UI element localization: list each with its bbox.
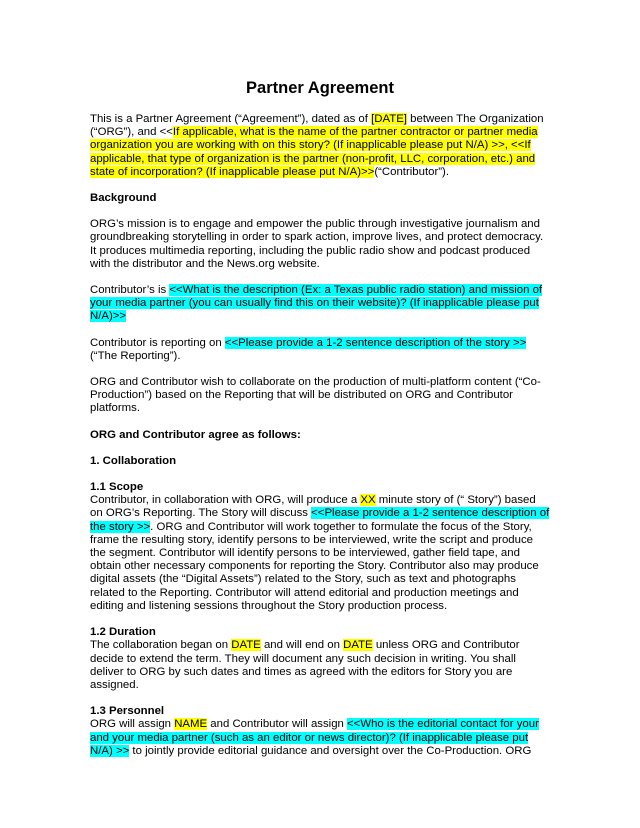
duration-text-1: The collaboration began on xyxy=(90,639,232,652)
personnel-paragraph xyxy=(90,718,550,758)
end-date-placeholder: DATE xyxy=(343,639,373,652)
collaboration-paragraph: ORG and Contributor wish to collaborate on the production of multi-platform content (“Co-Production”) based on the Reporting that will be distributed on ORG and Contributor platforms. xyxy=(90,376,541,415)
agree-heading: ORG and Contributor agree as follows: xyxy=(90,428,301,441)
mission-paragraph: ORG’s mission is to engage and empower the public through investigative journalism and groundbreaking storytelling in order to spark action, improve lives, and protect democracy. It produces multimedia reporting, including the public radio show and podcast produced with the distributor and the News.org website. xyxy=(90,218,544,270)
section-1-heading: 1. Collaboration xyxy=(90,454,177,467)
personnel-heading: 1.3 Personnel xyxy=(90,705,165,718)
org-name-placeholder: NAME xyxy=(174,718,208,731)
personnel-text-2: and Contributor will assign xyxy=(207,718,348,731)
scope-text-2: minute story of (“ Story”) based on ORG’s Reporting. The Story will discuss xyxy=(90,494,536,520)
reporting-paragraph xyxy=(90,337,550,363)
intro-text-1: This is a Partner Agreement (“Agreement”), dated as of xyxy=(90,113,372,125)
intro-text-3: (“Contributor”). xyxy=(374,165,449,178)
reporting-text-1: Contributor is reporting on xyxy=(90,336,225,349)
personnel-text-3: to jointly provide editorial guidance and oversight over the Co-Production. ORG xyxy=(129,744,532,757)
duration-text-2: and will end on xyxy=(260,639,344,652)
duration-text-3: unless ORG and Contributor decide to extend the term. They will document any such decision in writing. You shall deliver to ORG by such dates and times as agreed with the editors for Story you are assigned. xyxy=(90,639,520,691)
intro-paragraph xyxy=(90,113,550,179)
contributor-description-placeholder: <<What is the description (Ex: a Texas public radio station) and mission of your media partner (you can usually find this on their website)? (If inapplicable please put N/A)>> xyxy=(90,284,543,323)
background-heading: Background xyxy=(90,192,157,205)
date-placeholder: [DATE] xyxy=(371,113,407,125)
contributor-text-1: Contributor’s is xyxy=(90,284,170,297)
intro-text-2: between The Organization (“ORG”), and << xyxy=(90,113,544,139)
scope-text-1: Contributor, in collaboration with ORG, will produce a xyxy=(90,494,361,507)
start-date-placeholder: DATE xyxy=(231,639,261,652)
personnel-text-1: ORG will assign xyxy=(90,718,175,731)
editorial-contact-placeholder: <<Who is the editorial contact for your and your media partner (such as an editor or news director)? (If inapplicable please put N/A) >> xyxy=(90,718,539,757)
document-title: Partner Agreement xyxy=(246,79,394,97)
minutes-placeholder: XX xyxy=(360,494,376,507)
duration-paragraph xyxy=(90,639,550,692)
scope-paragraph xyxy=(90,494,550,613)
duration-heading: 1.2 Duration xyxy=(90,626,156,639)
scope-heading: 1.1 Scope xyxy=(90,481,144,494)
scope-text-3: . ORG and Contributor will work together to formulate the focus of the Story, frame the resulting story, identify persons to be interviewed, write the script and produce the segment. Contributor will identify persons to be interviewed, gather field tape, and obtain other necessary components for reporting the Story. Contributor also may produce digital assets (the “Digital Assets”) related to the Story, such as text and photographs related to the Reporting. Contributor will attend editorial and production meetings and editing and listening sessions throughout the Story production process. xyxy=(90,520,539,612)
scope-story-placeholder: <<Please provide a 1-2 sentence description of the story >> xyxy=(90,507,550,533)
partner-name-placeholder: If applicable, what is the name of the partner contractor or partner media organization you are working with on this story? (If inapplicable please put N/A) >>, <<If applicable, that type of organization is the partner (non-profit, LLC, corporation, etc.) and state of incorporation? (If inapplicable please put N/A)>> xyxy=(90,126,538,178)
contributor-description-paragraph xyxy=(90,284,550,324)
reporting-text-2: (“The Reporting”). xyxy=(90,349,181,362)
story-description-placeholder: <<Please provide a 1-2 sentence description of the story >> xyxy=(224,336,527,349)
